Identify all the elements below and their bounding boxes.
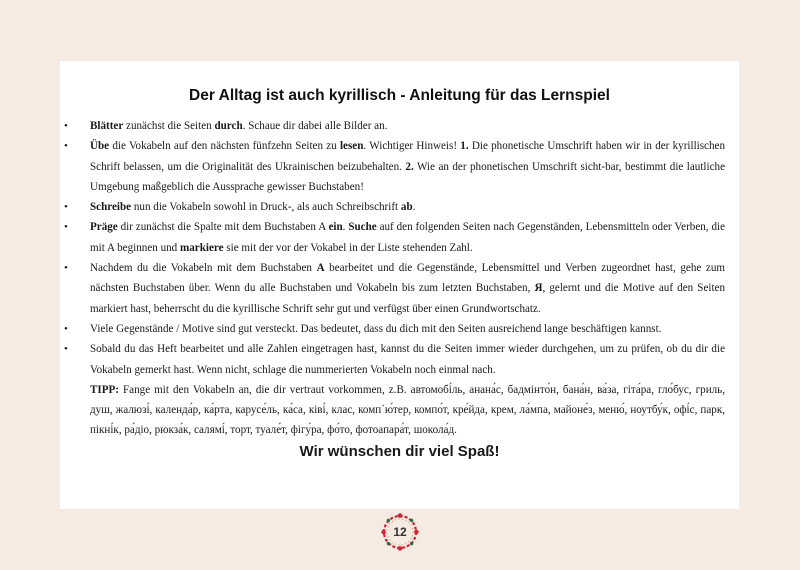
instruction-page [60,61,739,509]
page-title: Der Alltag ist auch kyrillisch - Anleitung für das Lernspiel [189,87,610,104]
list-item: • Sobald du das Heft bearbeitet und alle Zahlen eingetragen hast, kannst du die Seiten immer wieder durchgehen, um zu prüfen, ob du dir die Vokabeln gemerkt hast. Wenn nicht, schlage die nummerierten Vokabeln noch einmal nach. TIPP: Fange mit den Vokabeln an, die dir vertraut vorkommen, z.B. автомобі́ль, анана́с, бадмінто́н, бана́н, ва́за, гіта́ра, гло́бус, гриль, душ, жалюзі́, календа́р, ка́рта, карусе́ль, ка́са, ківі́, клас, комп´ю́тер, компо́т, кре́йда, крем, ла́мпа, майоне́з, меню́, ноутбу́к, офі́с, парк, пікні́к, ра́діо, рюкза́к, салямі́, торт, туале́т, фігу́ра, фо́то, фотоапара́т, шокола́д. [64,343,725,437]
tipp-label: TIPP: [90,383,119,396]
page-number-badge [380,512,420,552]
list-item: • Nachdem du die Vokabeln mit dem Buchstaben A bearbeitet und die Gegenstände, Lebensmittel und Verben zugeordnet hast, gehe zum nächsten Buchstaben über. Wenn du alle Buchstaben und Vokabeln bis zum letzten Buchstaben, Я, gelernt und die Motive auf den Seiten markiert hast, beherrscht du die kyrillische Schrift sehr gut und verfügst über einen Grundwortschatz. [64,262,726,315]
list-item: • Schreibe nun die Vokabeln sowohl in Druck-, als auch Schreibschrift ab. [64,201,416,214]
instruction-list [64,116,726,441]
closing-line: Wir wünschen dir viel Spaß! [299,442,500,460]
page-number: 12 [393,525,407,539]
list-item: • Viele Gegenstände / Motive sind gut versteckt. Das bedeutet, dass du dich mit den Seiten ausreichend lange beschäftigen kannst. [64,322,662,335]
tipp-text: Fange mit den Vokabeln an, die dir vertraut vorkommen, z.B. автомобі́ль, анана́с, бадмінто́н, бана́н, ва́за, гіта́ра, гло́бус, гриль, душ, жалюзі́, календа́р, ка́рта, карусе́ль, ка́са, ківі́, клас, комп´ю́тер, компо́т, кре́йда, крем, ла́мпа, майоне́з, меню́, ноутбу́к, офі́с, парк, пікні́к, ра́діо, рюкза́к, салямі́, торт, туале́т, фігу́ра, фо́то, фотоапара́т, шокола́д. [90,383,725,437]
list-item: • Übe die Vokabeln auf den nächsten fünfzehn Seiten zu lesen. Wichtiger Hinweis! 1. Die phonetische Umschrift haben wir in der kyrillischen Schrift belassen, um die Originalität des Ukrainischen beizubehalten. 2. Wie an der phonetischen Umschrift sicht-bar, bestimmt die lautliche Umgebung maßgeblich die Aussprache gewisser Buchstaben! [64,140,725,193]
list-item: • Präge dir zunächst die Spalte mit dem Buchstaben A ein. Suche auf den folgenden Seiten nach Gegenständen, Lebensmitteln oder Verben, die mit A beginnen und markiere sie mit der vor der Vokabel in der Liste stehenden Zahl. [64,221,726,254]
list-item: • Blätter zunächst die Seiten durch. Schaue dir dabei alle Bilder an. [64,120,388,132]
